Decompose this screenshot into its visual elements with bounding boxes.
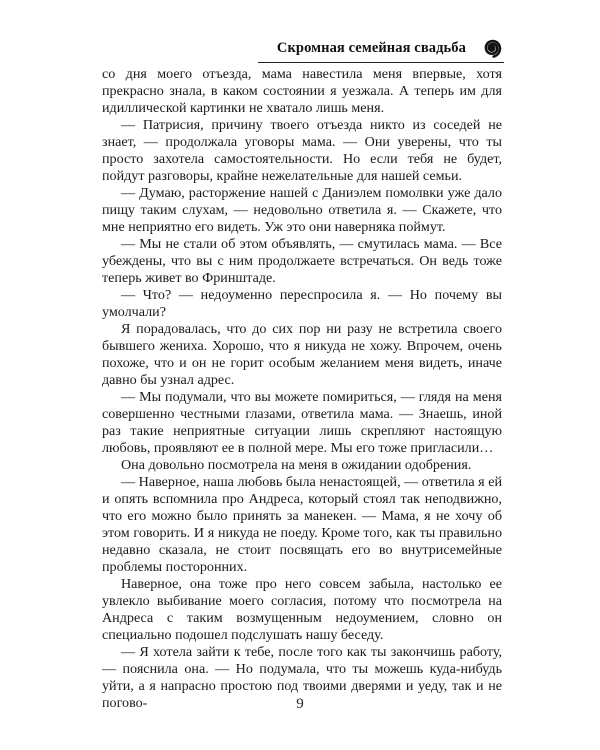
- paragraph: — Что? — недоуменно переспросила я. — Но почему вы умолчали?: [102, 287, 502, 320]
- paragraph: — Думаю, расторжение нашей с Даниэлем помолвки уже дало пищу таким слухам, — недовольно ответила я. — Скажете, что мне неприятно его видеть. Уж это они наверняка поймут.: [102, 185, 502, 235]
- running-title: Скромная семейная свадьба: [276, 40, 466, 56]
- paragraph: — Мы подумали, что вы можете помириться, — глядя на меня совершенно честными глазами, ответила мама. — Знаешь, иной раз такие неприятные ситуации лишь скрепляют настоящую любовь, проявляют ее в полной мере. Мы его тоже пригласили…: [102, 389, 502, 456]
- paragraph: со дня моего отъезда, мама навестила меня впервые, хотя прекрасно знала, в каком состоянии я уезжала. А теперь им для идиллической картинки не хватало лишь меня.: [102, 66, 502, 116]
- paragraph: — Наверное, наша любовь была ненастоящей, — ответила я ей и опять вспомнила про Андреса, который стоял так неподвижно, что его можно было принять за манекен. — Мама, я не хочу об этом говорить. И я никуда не поеду. Кроме того, как ты правильно недавно сказала, не стоит посвящать его во внутрисемейные проблемы посторонних.: [102, 474, 502, 575]
- spiral-icon: [480, 36, 504, 60]
- paragraph: — Я хотела зайти к тебе, после того как ты закончишь работу, — пояснила она. — Но подумала, что ты можешь куда-нибудь уйти, а я напрасно простою под твоими дверями и уеду, так и не погово-: [102, 644, 502, 711]
- paragraph: — Патрисия, причину твоего отъезда никто из соседей не знает, — продолжала уговоры мама. — Они уверены, что ты просто захотела самостоятельности. Но если тебя не будет, пойдут разговоры, крайне нежелательные для нашей семьи.: [102, 117, 502, 184]
- running-head: [258, 38, 504, 62]
- body-text: [102, 66, 502, 712]
- page-number: 9: [296, 696, 304, 712]
- paragraph: Наверное, она тоже про него совсем забыла, настолько ее увлекло выбивание моего согласия, потому что посмотрела на Андреса с таким возмущенным недоумением, словно он специально подошел подслушать нашу беседу.: [102, 576, 502, 643]
- header-rule: [258, 62, 504, 63]
- paragraph: Она довольно посмотрела на меня в ожидании одобрения.: [121, 457, 472, 473]
- paragraph: Я порадовалась, что до сих пор ни разу не встретила своего бывшего жениха. Хорошо, что я никуда не хожу. Впрочем, очень похоже, что и он не горит особым желанием меня видеть, иначе давно бы узнал адрес.: [102, 321, 502, 388]
- paragraph: — Мы не стали об этом объявлять, — смутилась мама. — Все убеждены, что вы с ним продолжаете встречаться. Он ведь тоже теперь живет во Фринштаде.: [102, 236, 502, 286]
